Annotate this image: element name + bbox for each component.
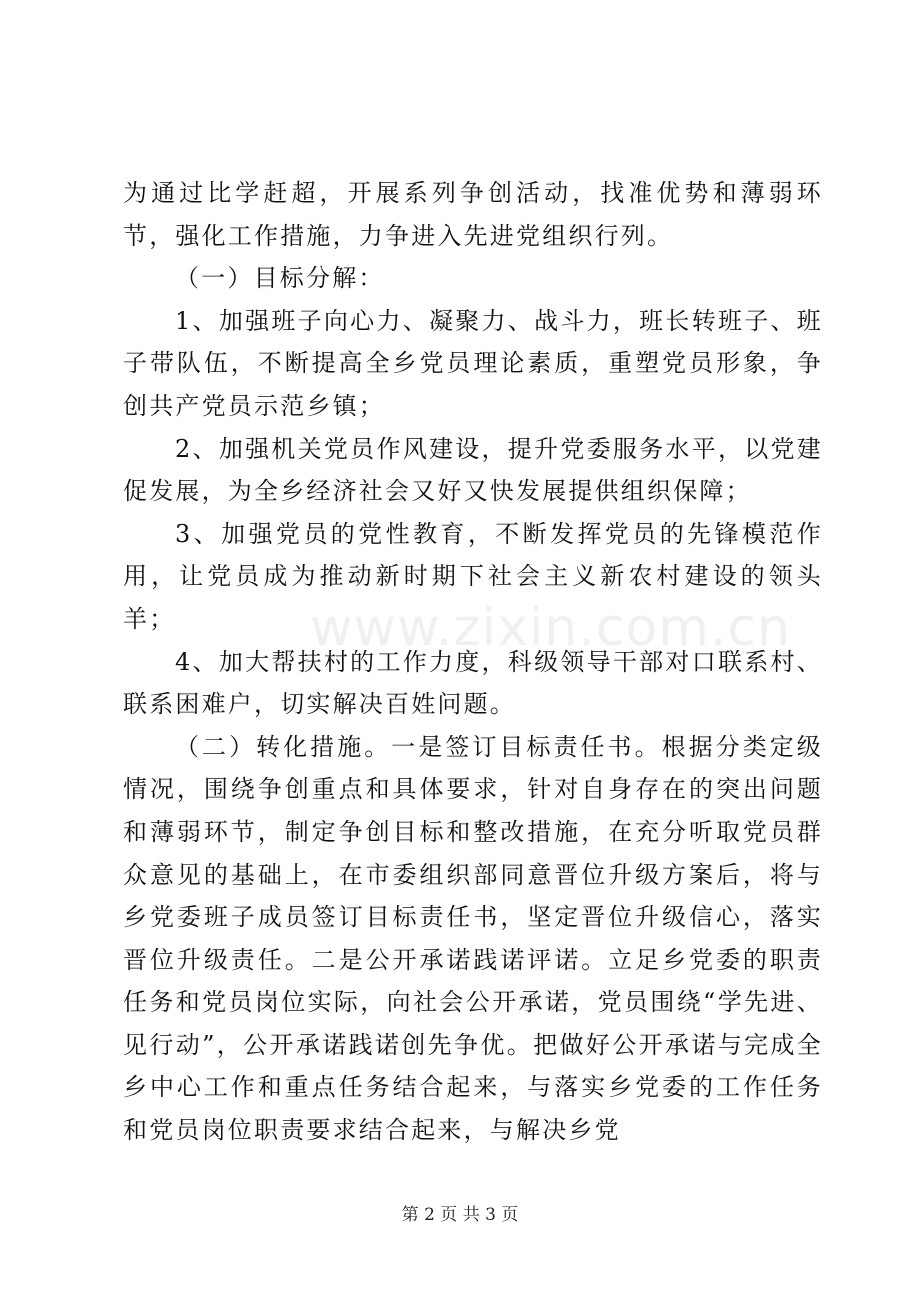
section-heading-goal-breakdown: （一）目标分解： — [175, 264, 385, 293]
paragraph-goal-3: 3、加强党员的党性教育，不断发挥党员的先锋模范作用，让党员成为推动新时期下社会主义新农村建设的领头羊； — [123, 519, 823, 633]
paragraph-transformation-measures: （二）转化措施。一是签订目标责任书。根据分类定级情况，围绕争创重点和具体要求，针对自身存在的突出问题和薄弱环节，制定争创目标和整改措施，在充分听取党员群众意见的基础上，在市委组织部同意晋位升级方案后，将与乡党委班子成员签订目标责任书，坚定晋位升级信心，落实晋位升级责任。二是公开承诺践诺评诺。立足乡党委的职责任务和党员岗位实际，向社会公开承诺，党员围绕“学先进、见行动”，公开承诺践诺创先争优。把做好公开承诺与完成全乡中心工作和重点任务结合起来，与落实乡党委的工作任务和党员岗位职责要求结合起来，与解决乡党 — [123, 732, 823, 1145]
paragraph-intro-continued: 为通过比学赶超，开展系列争创活动，找准优势和薄弱环节，强化工作措施，力争进入先进党组织行列。 — [123, 179, 823, 250]
paragraph-goal-2: 2、加强机关党员作风建设，提升党委服务水平，以党建促发展，为全乡经济社会又好又快发展提供组织保障； — [123, 434, 823, 506]
page-footer: 第 2 页 共 3 页 — [401, 1205, 519, 1225]
paragraph-goal-4: 4、加大帮扶村的工作力度，科级领导干部对口联系村、联系困难户，切实解决百姓问题。 — [123, 647, 823, 719]
paragraph-goal-1: 1、加强班子向心力、凝聚力、战斗力，班长转班子、班子带队伍，不断提高全乡党员理论素质，重塑党员形象，争创共产党员示范乡镇； — [123, 306, 823, 420]
watermark: www.zixin.com.cn — [310, 598, 791, 658]
document-body — [123, 172, 823, 1152]
